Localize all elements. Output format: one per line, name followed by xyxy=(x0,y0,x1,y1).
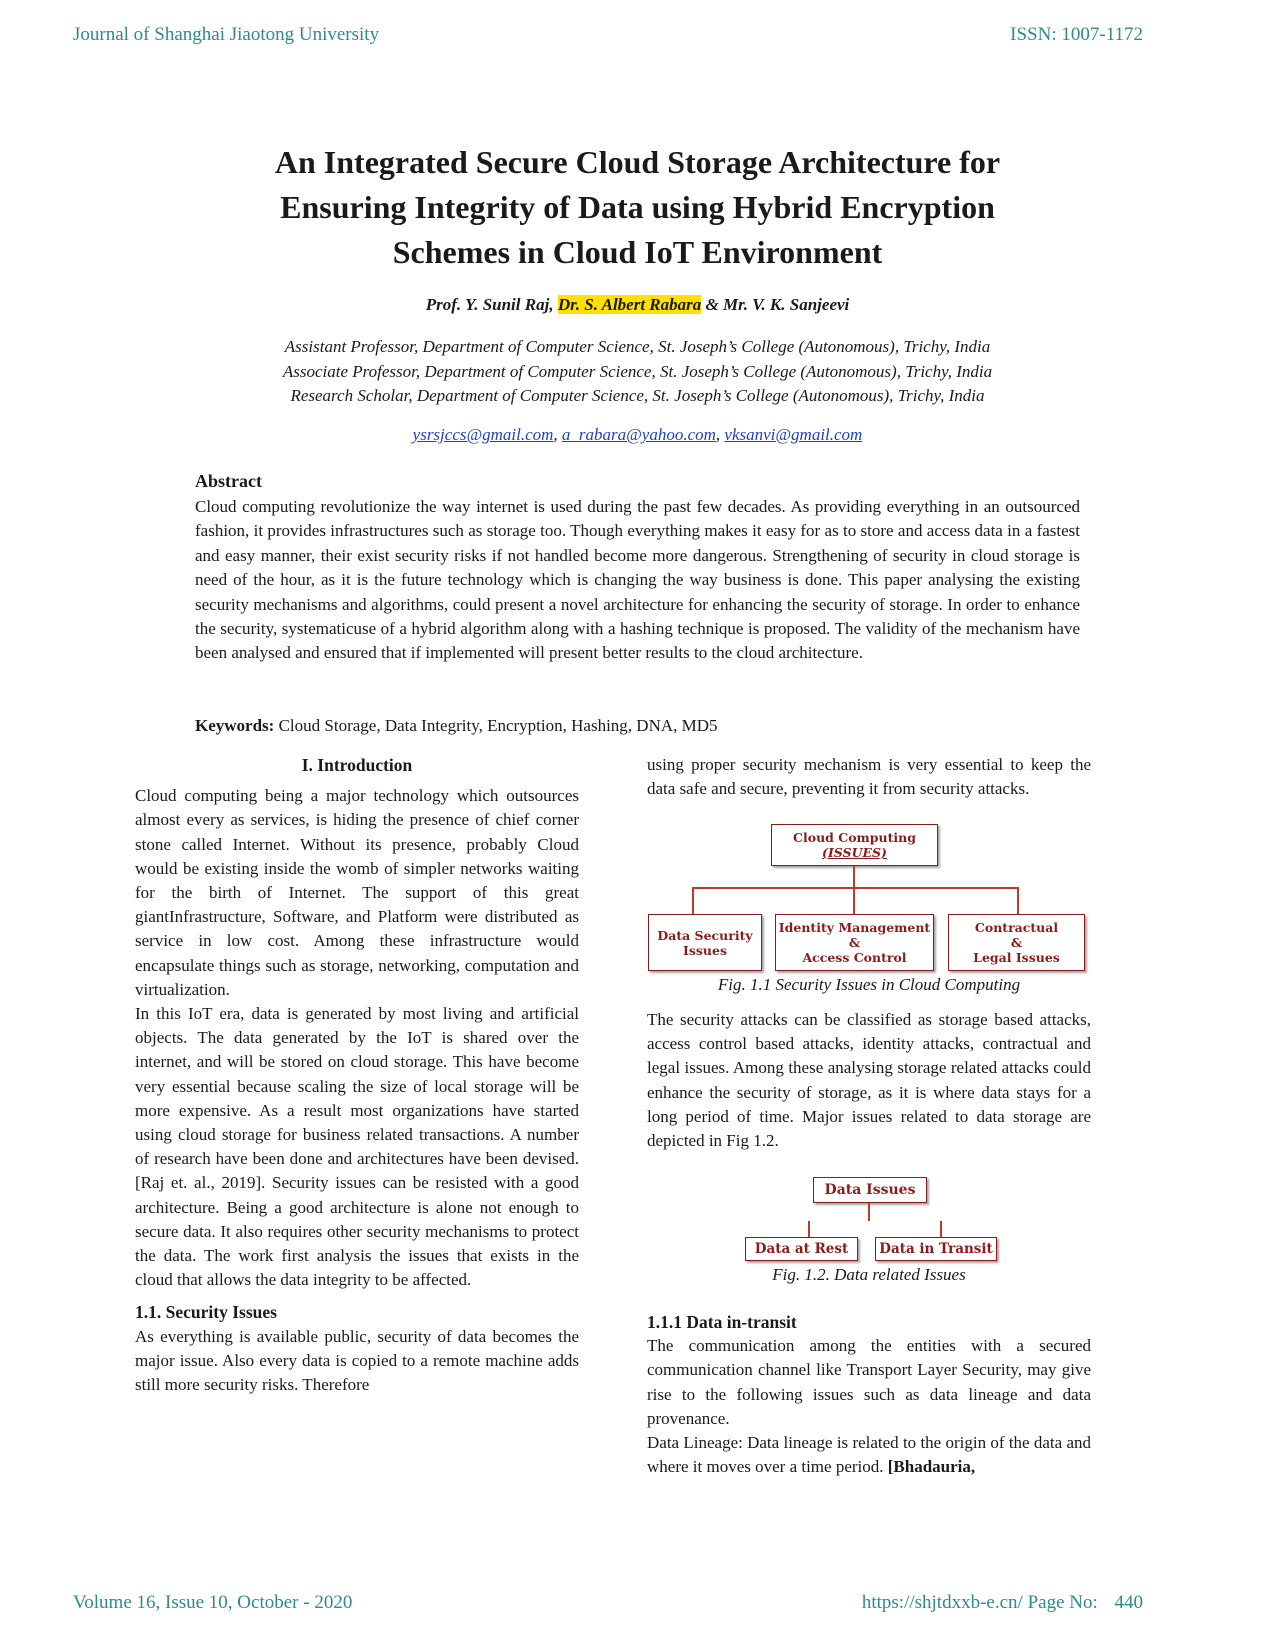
data-in-transit-paragraph: The communication among the entities with a secured communication channel like Transport Layer Security, may give rise to the following issues such as data lineage and data provenance. xyxy=(647,1336,1091,1428)
issn: ISSN: 1007-1172 xyxy=(1010,24,1143,45)
fig1-connector xyxy=(1017,887,1019,914)
title-line: Schemes in Cloud IoT Environment xyxy=(392,234,883,270)
right-column-bottom xyxy=(647,1310,1091,1479)
security-issues-paragraph: As everything is available public, security of data becomes the major issue. Also every data is copied to a remote machine adds still more security risks. Therefore xyxy=(135,1326,579,1395)
fig2-caption: Fig. 1.2. Data related Issues xyxy=(772,1265,966,1284)
fig1-child1-line2: Issues xyxy=(682,942,727,958)
right-column-mid xyxy=(647,1008,1091,1153)
author-3: & Mr. V. K. Sanjeevi xyxy=(705,295,850,314)
fig1-child2-line2: & xyxy=(848,935,861,950)
security-issues-heading: 1.1. Security Issues xyxy=(135,1302,277,1323)
fig1-child-identity xyxy=(775,914,934,971)
fig1-child3-line2: & xyxy=(1010,935,1023,950)
authors xyxy=(0,295,1275,315)
footer-page-number: 440 xyxy=(1114,1592,1143,1613)
keywords xyxy=(195,716,718,736)
fig1-connector xyxy=(692,887,694,914)
paper-title xyxy=(180,140,1095,275)
footer-url[interactable]: https://shjtdxxb-e.cn/ xyxy=(861,1592,1023,1613)
affiliation-line: Research Scholar, Department of Computer Science, St. Joseph’s College (Autonomous), Trichy, India xyxy=(290,386,985,405)
intro-heading: I. Introduction xyxy=(301,755,413,775)
affiliations xyxy=(0,335,1275,409)
abstract-heading: Abstract xyxy=(195,471,262,491)
data-lineage-text: Data Lineage: Data lineage is related to the origin of the data and where it moves over a time period. xyxy=(647,1433,1091,1477)
footer-volume: Volume 16, Issue 10, October - 2020 xyxy=(73,1592,353,1613)
author-1: Prof. Y. Sunil Raj, xyxy=(425,295,554,314)
fig1-child2-line1: Identity Management xyxy=(778,920,931,935)
intro-paragraph-2: In this IoT era, data is generated by most living and artificial objects. The data generated by the IoT is shared over the internet, and will be stored on cloud storage. This have become very essential because scaling the size of local storage will be more expensive. As a result most organizations have started using cloud storage for business related transactions. A number of research have been done and architectures have been devised. [Raj et. al., 2019]. Security issues can be resisted with a good architecture. Being a good architecture is alone not enough to secure data. It also requires other security mechanisms to protect the data. The work first analysis the issues that exists in the cloud that allows the data integrity to be affected. xyxy=(135,1004,579,1290)
email-link-3[interactable]: vksanvi@gmail.com xyxy=(724,425,863,444)
fig1-root-line1: Cloud Computing xyxy=(793,830,916,845)
keywords-text: Cloud Storage, Data Integrity, Encryption, Hashing, DNA, MD5 xyxy=(278,716,718,735)
email-link-2[interactable]: a_rabara@yahoo.com xyxy=(561,425,716,444)
citation-bhadauria: [Bhadauria, xyxy=(887,1457,976,1477)
email-link-1[interactable]: ysrsjccs@gmail.com xyxy=(412,425,554,444)
affiliation-line: Assistant Professor, Department of Computer Science, St. Joseph’s College (Autonomous), Trichy, India xyxy=(284,337,991,356)
journal-name: Journal of Shanghai Jiaotong University xyxy=(73,24,380,45)
fig2-child-data-at-rest: Data at Rest xyxy=(745,1237,858,1261)
footer-right xyxy=(862,1592,1143,1614)
right-paragraph-mid: The security attacks can be classified as storage based attacks, access control based attacks, identity attacks, contractual and legal issues. Among these analysing storage related attacks could enhance the security of storage, as it is where data stays for a long period of time. Major issues related to data storage are depicted in Fig 1.2. xyxy=(647,1010,1091,1151)
fig1-caption: Fig. 1.1 Security Issues in Cloud Computing xyxy=(717,975,1021,994)
fig1-child-contractual xyxy=(948,914,1085,971)
intro-paragraph-1: Cloud computing being a major technology which outsources almost every as services, is hiding the presence of chief corner stone called Internet. Without its presence, probably Cloud would be existing inside the womb of simpler networks waiting for the birth of Internet. The support of this great giantInfrastructure, Software, and Platform were distributed as service in low cost. Among these infrastructure would encapsulate things such as storage, networking, computation and virtualization. xyxy=(135,786,579,999)
fig2-child-data-in-transit: Data in Transit xyxy=(875,1237,997,1261)
abstract-text: Cloud computing revolutionize the way internet is used during the past few decades. As providing everything in an outsourced fashion, it provides infrastructures such as storage too. Though everything makes it easy for as to store and access data in a fastest and easy manner, their exist security risks if not handled become more dangerous. Strengthening of security in cloud storage is need of the hour, as it is the future technology which is changing the way business is done. This paper analysing the existing security mechanisms and algorithms, could present a novel architecture for enhancing the security of storage. In order to enhance the security, systematicuse of a hybrid algorithm along with a hashing technique is proposed. The validity of the mechanism have been analysed and ensured that if implemented will present better results to the cloud architecture. xyxy=(195,497,1080,663)
fig1-child2-line3: Access Control xyxy=(802,950,907,965)
affiliation-line: Associate Professor, Department of Computer Science, St. Joseph’s College (Autonomous), Trichy, India xyxy=(282,361,993,381)
fig1-root-box xyxy=(771,824,938,866)
fig2-root-box: Data Issues xyxy=(813,1177,927,1203)
fig2-connector xyxy=(808,1221,810,1237)
fig2-connector xyxy=(940,1221,942,1237)
title-line: An Integrated Secure Cloud Storage Architecture for xyxy=(274,144,1001,180)
author-2-highlighted: Dr. S. Albert Rabara xyxy=(557,295,702,314)
keywords-label: Keywords: xyxy=(195,716,275,735)
fig2-connector xyxy=(868,1203,870,1221)
fig1-child3-line1: Contractual xyxy=(974,920,1059,935)
fig1-child3-line3: Legal Issues xyxy=(973,950,1060,965)
right-paragraph-top: using proper security mechanism is very essential to keep the data safe and secure, preventing it from security attacks. xyxy=(647,755,1091,799)
fig1-root-line2: (ISSUES) xyxy=(822,845,887,860)
fig1-connector xyxy=(692,887,1018,889)
data-lineage-paragraph xyxy=(647,1431,1091,1479)
fig1-child1-line1: Data Security xyxy=(657,927,753,943)
fig1-connector xyxy=(853,866,855,914)
emails: ysrsjccs@gmail.com, a_rabara@yahoo.com, vksanvi@gmail.com xyxy=(412,425,863,444)
fig1-child-data-security xyxy=(648,914,762,971)
footer-page-label: Page No: xyxy=(1027,1592,1098,1613)
left-column xyxy=(135,753,579,1397)
data-in-transit-heading: 1.1.1 Data in-transit xyxy=(647,1312,797,1332)
title-line: Ensuring Integrity of Data using Hybrid Encryption xyxy=(280,189,995,225)
right-column-top xyxy=(647,753,1091,801)
